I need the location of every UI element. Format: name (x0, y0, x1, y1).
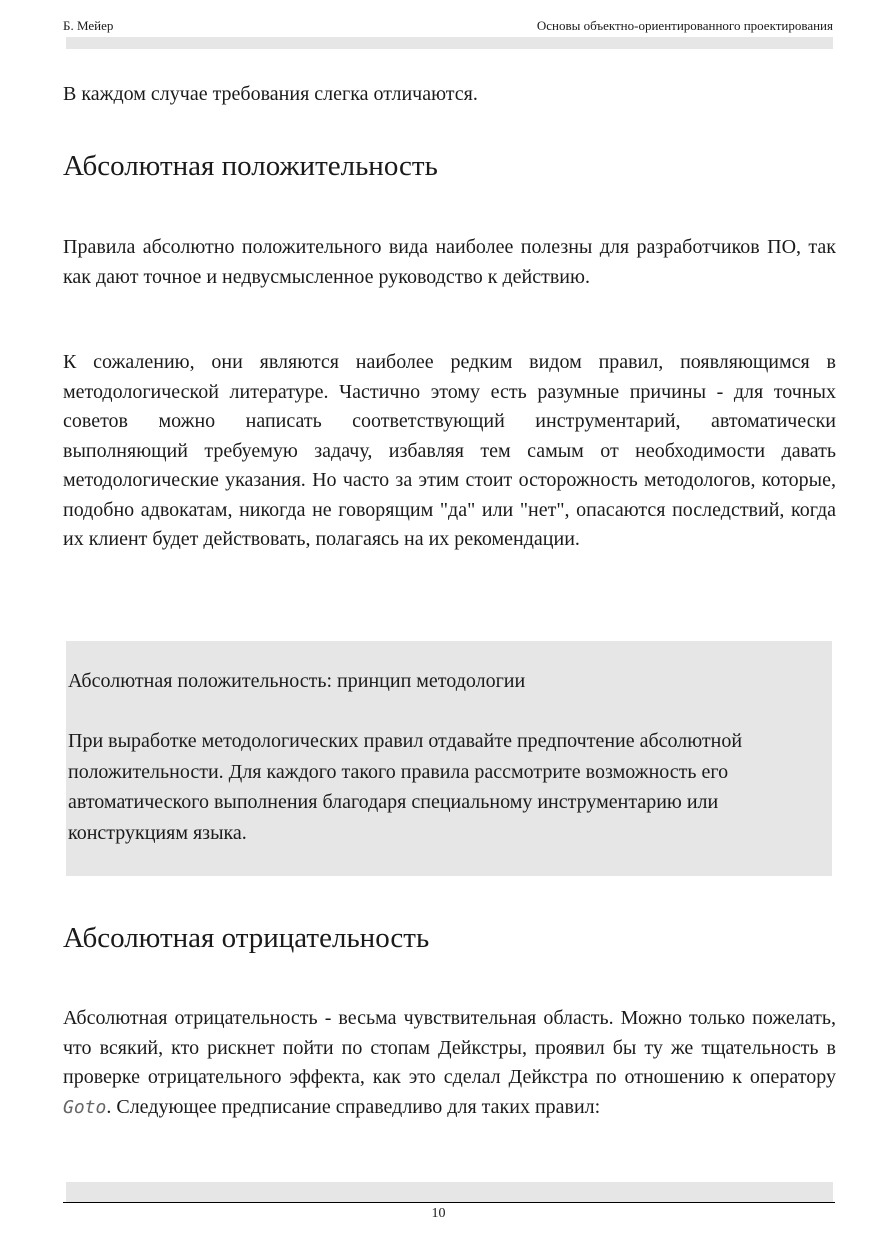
section-heading-negative: Абсолютная отрицательность (63, 922, 430, 954)
running-header-author: Б. Мейер (63, 18, 114, 33)
paragraph-negative-text-before: Абсолютная отрицательность - весьма чувствительная область. Можно только пожелать, что всякий, кто рискнет пойти по стопам Дейкстры, проявил бы ту же тщательность в проверке отрицательного эффекта, как это сделал Дейкстра по отношению к оператору (63, 1007, 836, 1088)
principle-box-title: Абсолютная положительность: принцип методологии (68, 670, 526, 692)
paragraph-negative-text-after: . Следующее предписание справедливо для таких правил: (106, 1095, 601, 1118)
principle-box-body: При выработке методологических правил отдавайте предпочтение абсолютной положительности. Для каждого такого правила рассмотрите возможность его автоматического выполнения благодаря специальному инструментарию или конструкциям языка. (68, 730, 743, 844)
paragraph-negative (63, 1004, 836, 1122)
footer-divider-line (63, 1202, 835, 1203)
header-divider-bar (66, 37, 833, 49)
page-number: 10 (431, 1206, 446, 1221)
intro-paragraph: В каждом случае требования слегка отличаются. (63, 83, 478, 105)
paragraph-positive-usefulness: Правила абсолютно положительного вида наиболее полезны для разработчиков ПО, так как дают точное и недвусмысленное руководство к действию. (63, 236, 836, 288)
section-heading-positive: Абсолютная положительность (63, 150, 438, 182)
footer-bar (66, 1182, 833, 1202)
paragraph-positive-rarity: К сожалению, они являются наиболее редким видом правил, появляющимся в методологической литературе. Частично этому есть разумные причины - для точных советов можно написать соответствующий инструментарий, автоматически выполняющий требуемую задачу, избавляя тем самым от необходимости давать методологические указания. Но часто за этим стоит осторожность методологов, которые, подобно адвокатам, никогда не говорящим "да" или "нет", опасаются последствий, когда их клиент будет действовать, полагаясь на их рекомендации. (63, 351, 836, 550)
inline-code-goto: Goto (63, 1096, 107, 1118)
running-header-title: Основы объектно-ориентированного проектирования (536, 18, 833, 33)
